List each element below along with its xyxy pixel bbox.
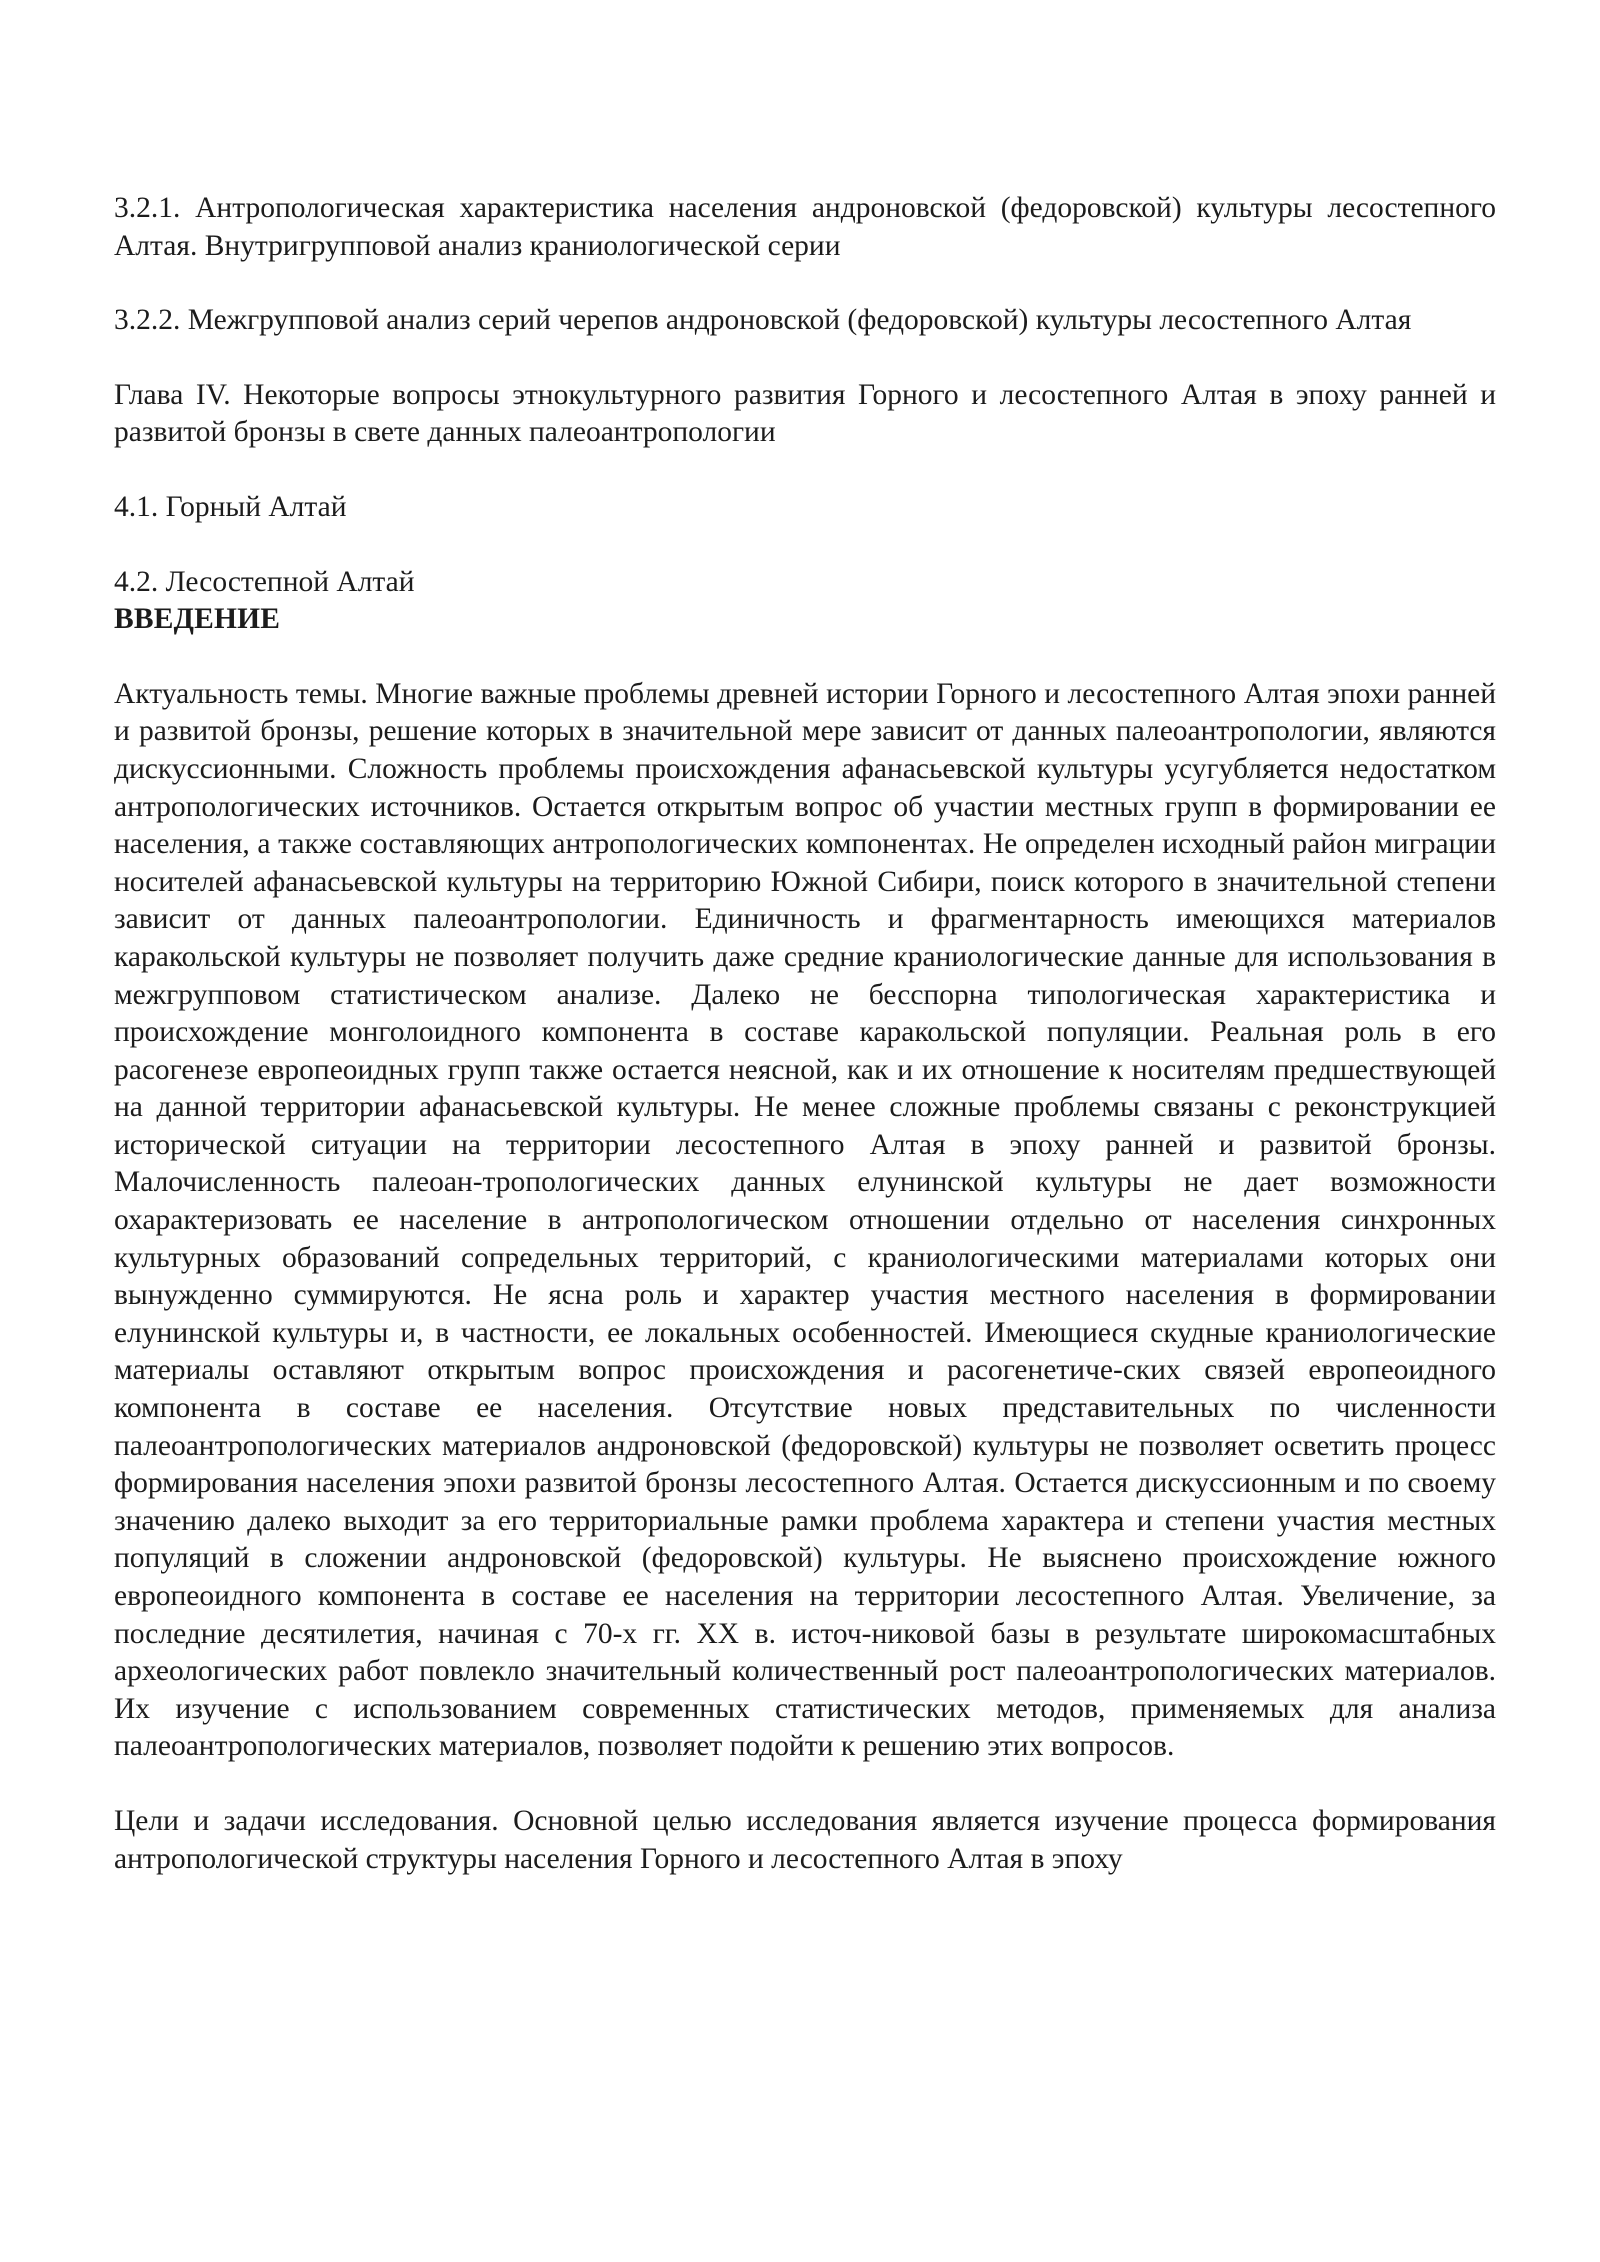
toc-entry-4-1: 4.1. Горный Алтай bbox=[114, 490, 347, 523]
toc-entry-4-2: 4.2. Лесостепной Алтай bbox=[114, 565, 415, 598]
toc-entry-3-2-2: 3.2.2. Межгрупповой анализ серий черепов андроновской (федоровской) культуры лесостепного Алтая bbox=[114, 304, 1412, 337]
paragraph-goals: Цели и задачи исследования. Основной целью исследования является изучение процесса формирования антропологической структуры населения Горного и лесостепного Алтая в эпоху bbox=[114, 1804, 1496, 1875]
section-heading-introduction: ВВЕДЕНИЕ bbox=[114, 603, 281, 636]
toc-entry-chapter-4: Глава IV. Некоторые вопросы этнокультурного развития Горного и лесостепного Алтая в эпоху ранней и развитой бронзы в свете данных палеоантропологии bbox=[114, 378, 1496, 449]
paragraph-relevance: Актуальность темы. Многие важные проблемы древней истории Горного и лесостепного Алтая эпохи ранней и развитой бронзы, решение которых в значительной мере зависит от данных палеоантропологии, являются дискуссионными. Сложность проблемы происхождения афанасьевской культуры усугубляется недостатком антропологических источников. Остается открытым вопрос об участии местных групп в формировании ее населения, а также составляющих антропологических компонентах. Не определен исходный район миграции носителей афанасьевской культуры на территорию Южной Сибири, поиск которого в значительной степени зависит от данных палеоантропологии. Единичность и фрагментарность имеющихся материалов каракольской культуры не позволяет получить даже средние краниологические данные для использования в межгрупповом статистическом анализе. Далеко не бесспорна типологическая характеристика и происхождение монголоидного компонента в составе каракольской популяции. Реальная роль в его расогенезе европеоидных групп также остается неясной, как и их отношение к носителям предшествующей на данной территории афанасьевской культуры. Не менее сложные проблемы связаны с реконструкцией исторической ситуации на территории лесостепного Алтая в эпоху ранней и развитой бронзы. Малочисленность палеоан-тропологических данных елунинской культуры не дает возможности охарактеризовать ее население в антропологическом отношении отдельно от населения синхронных культурных образований сопредельных территорий, с краниологическими материалами которых они вынужденно суммируются. Не ясна роль и характер участия местного населения в формировании елунинской культуры и, в частности, ее локальных особенностей. Имеющиеся скудные краниологические материалы оставляют открытым вопрос происхождения и расогенетиче-ских связей европеоидного компонента в составе ее населения. Отсутствие новых представительных по численности палеоантропологических материалов андроновской (федоровской) культуры не позволяет осветить процесс формирования населения эпохи развитой бронзы лесостепного Алтая. Остается дискуссионным и по своему значению далеко выходит за его территориальные рамки проблема характера и степени участия местных популяций в сложении андроновской (федоровской) культуры. Не выяснено происхождение южного европеоидного компонента в составе ее населения на территории лесостепного Алтая. Увеличение, за последние десятилетия, начиная с 70-х гг. XX в. источ-никовой базы в результате широкомасштабных археологических работ повлекло значительный количественный рост палеоантропологических материалов. Их изучение с использованием современных статистических методов, применяемых для анализа палеоантропологических материалов, позволяет подойти к решению этих вопросов. bbox=[114, 677, 1496, 1763]
toc-entry-3-2-1: 3.2.1. Антропологическая характеристика населения андроновской (федоровской) культуры лесостепного Алтая. Внутригрупповой анализ краниологической серии bbox=[114, 192, 1496, 262]
